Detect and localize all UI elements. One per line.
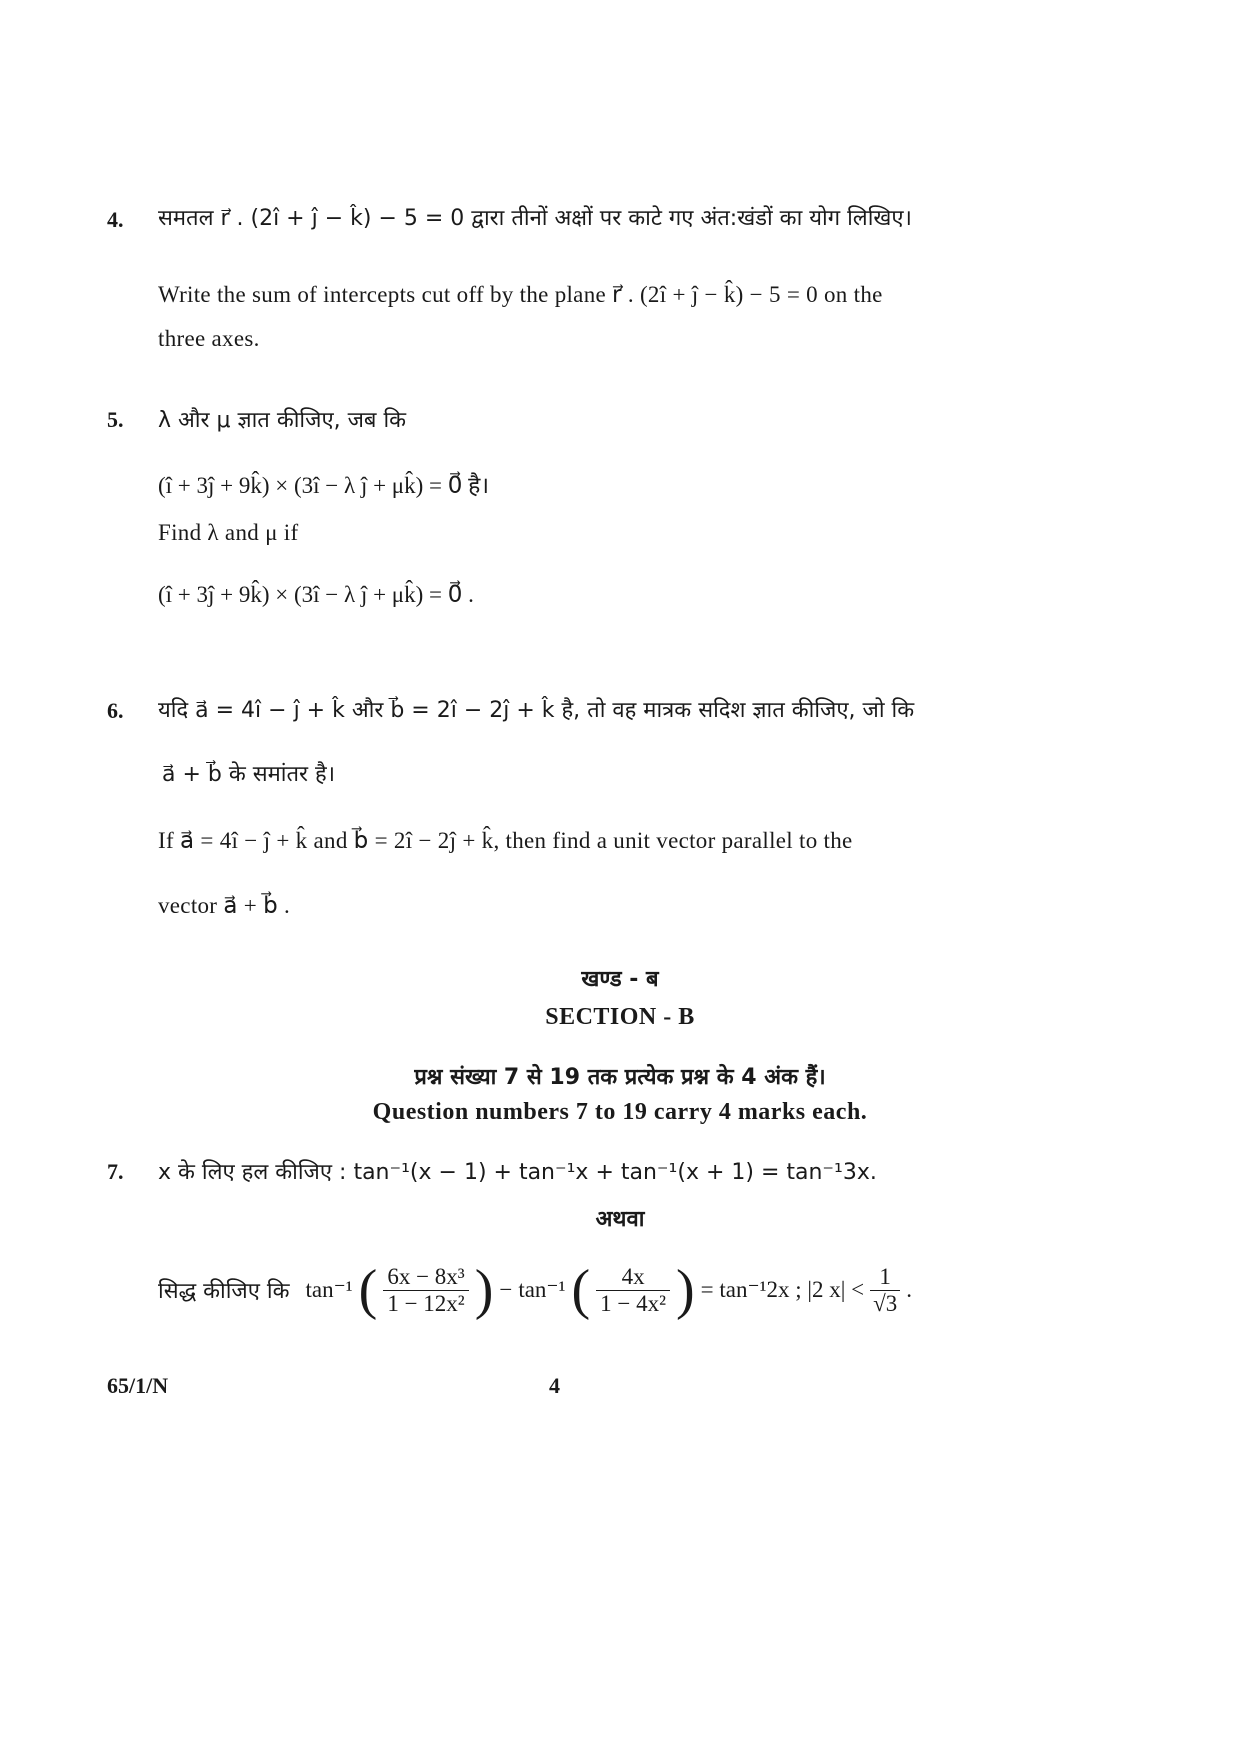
question-text-english: vector a⃗ + b⃗ . [158,893,291,918]
question-number: 7. [107,1159,124,1184]
equation: (î + 3ĵ + 9k̂) × (3î − λ ĵ + μk̂) = 0⃗ है। [158,473,490,498]
denominator: 1 − 12x² [387,1290,465,1316]
section-title-english: SECTION - B [545,1004,695,1030]
question-text-english: Find λ and μ if [158,520,299,545]
fraction [383,1264,468,1317]
question-text-english: If a⃗ = 4î − ĵ + k̂ and b⃗ = 2î − 2ĵ + k̂, then find a unit vector parallel to the [158,828,853,853]
tan-inverse: tan⁻¹ [305,1277,353,1302]
paper-code: 65/1/N [107,1373,169,1398]
or-label: अथवा [595,1207,645,1232]
question-text-hindi: यदि a⃗ = 4î − ĵ + k̂ और b⃗ = 2î − 2ĵ + k̂ है, तो वह मात्रक सदिश ज्ञात कीजिए, जो कि [158,698,915,723]
numerator: 6x − 8x³ [387,1263,465,1289]
alternative-equation [158,1259,912,1321]
numerator: 4x [621,1263,645,1289]
fraction [870,1264,900,1317]
question-text-english: Write the sum of intercepts cut off by the plane r⃗ . (2î + ĵ − k̂) − 5 = 0 on the [158,282,883,307]
right-paren: ) [676,1259,695,1321]
left-paren: ( [571,1259,591,1321]
question-text-hindi: a⃗ + b⃗ के समांतर है। [162,762,336,787]
question-number: 4. [107,207,124,232]
numerator: 1 [879,1263,891,1289]
page-number: 4 [549,1373,560,1398]
question-text-english: three axes. [158,326,260,351]
minus-sign: − [499,1277,513,1302]
denominator: 1 − 4x² [600,1290,666,1316]
section-note-english: Question numbers 7 to 19 carry 4 marks each. [372,1099,868,1125]
left-paren: ( [358,1259,378,1321]
question-text-hindi: x के लिए हल कीजिए : tan⁻¹(x − 1) + tan⁻¹x + tan⁻¹(x + 1) = tan⁻¹3x. [158,1160,877,1185]
section-note-hindi: प्रश्न संख्या 7 से 19 तक प्रत्येक प्रश्न के 4 अंक हैं। [414,1065,826,1090]
denominator: √3 [873,1290,898,1316]
section-title-hindi: खण्ड - ब [581,967,659,992]
fraction [596,1264,670,1317]
tan-inverse: tan⁻¹ [518,1277,566,1302]
period: . [906,1277,912,1302]
question-number: 6. [107,698,124,723]
equation-rhs: = tan⁻¹2x ; |2 x| < [700,1277,865,1302]
question-number: 5. [107,407,124,432]
equation: (î + 3ĵ + 9k̂) × (3î − λ ĵ + μk̂) = 0⃗ . [158,582,474,607]
question-text-hindi: λ और μ ज्ञात कीजिए, जब कि [158,408,407,433]
question-text-hindi: समतल r⃗ . (2î + ĵ − k̂) − 5 = 0 द्वारा तीनों अक्षों पर काटे गए अंत:खंडों का योग लिखिए। [158,206,912,231]
right-paren: ) [474,1259,494,1321]
question-text-hindi: सिद्ध कीजिए कि [158,1279,290,1304]
